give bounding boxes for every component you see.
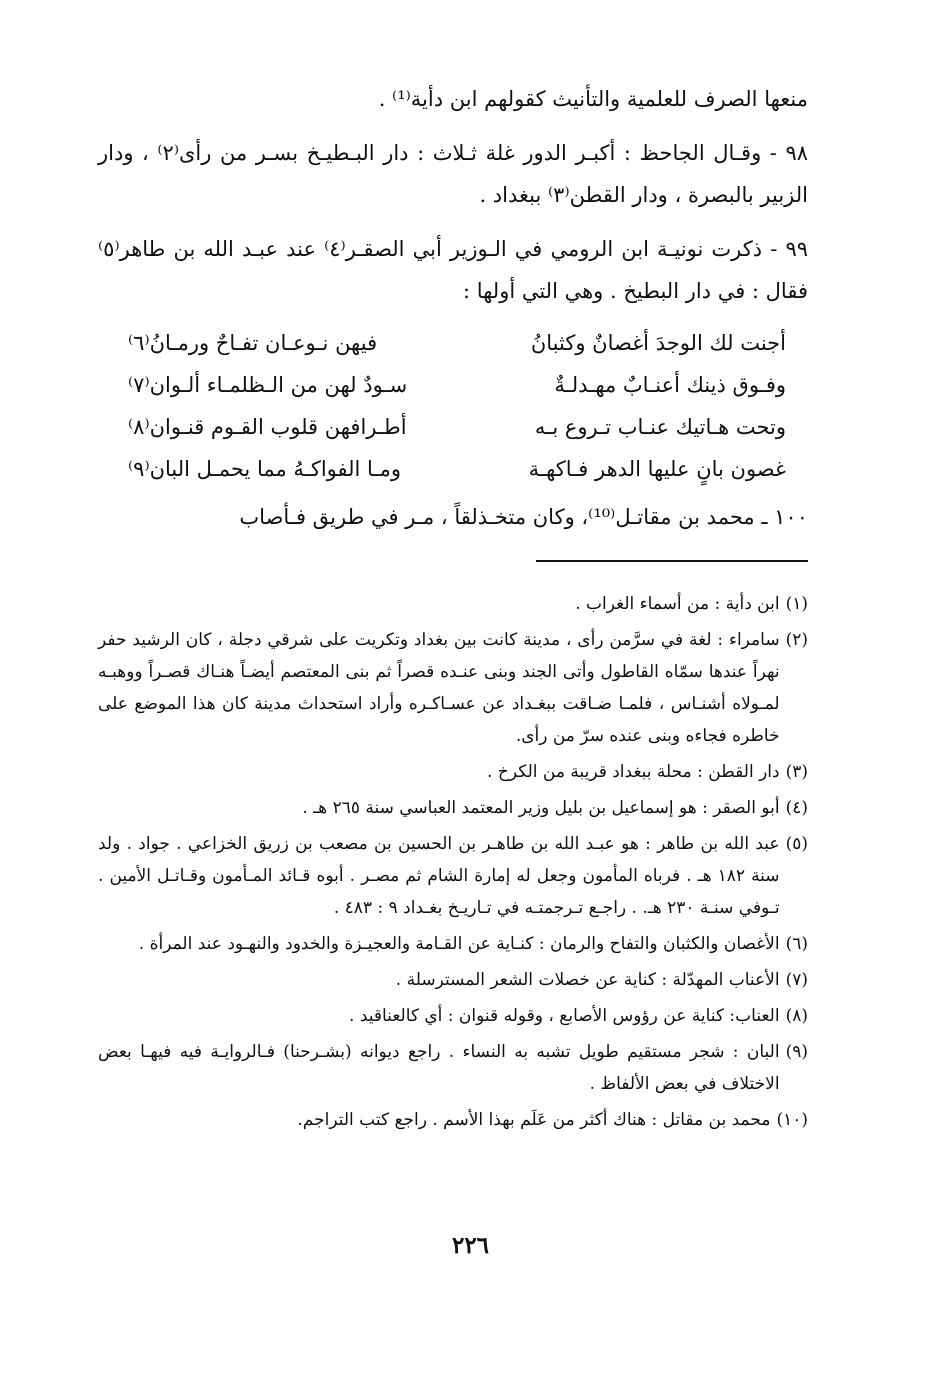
footnote (98, 1036, 808, 1100)
footnote-text: البان : شجر مستقيم طويل تشبه به النساء . راجع ديوانه (بشـرحنا) فـالروايـة فيه فيهـا بعض الاختلاف في بعض الألفاظ . (98, 1042, 780, 1094)
poem-hemistich-second: سـودٌ لهن من الـظلمـاء ألـوان⁽٧⁾ (128, 373, 408, 397)
footnote-number: (٧) (785, 970, 808, 990)
footnote-number: (٩) (785, 1042, 808, 1062)
footnote-text: الأغصان والكثبان والتفاح والرمان : كنـاية عن القـامة والعجيـزة والخدود والنهـود عند المرأة . (138, 934, 780, 954)
poem-hemistich-first: غصون بانٍ عليها الدهر فـاكهـة (528, 457, 786, 481)
footnote-text: عبد الله بن طاهر : هو عبـد الله بن طاهـر بن الحسين بن مصعب بن زريق الخزاعي . جواد . ولد سنة ١٨٢ هـ . فرباه المأمون وجعل له إمارة الشام ثم مصـر . أبوه قـائد المـأمون وقـاتـل الأمين . تـوفي سنـة ٢٣٠ هـ. . راجـع تـرجمتـه في تـاريـخ بغـداد ٩ : ٤٨٣ . (98, 834, 780, 918)
paragraph-99: ٩٩ - ذكرت نونيـة ابن الرومي في الـوزير أبي الصقـر⁽٤⁾ عند عبـد الله بن طاهر⁽٥⁾ فقال : في دار البطيخ . وهي التي أولها : (98, 237, 808, 303)
footnote-number: (٥) (785, 834, 808, 854)
footnote-separator (536, 560, 808, 562)
footnote (98, 928, 808, 960)
poem-hemistich-first: أجنت لك الوجدَ أغصانٌ وكثبانُ (530, 331, 786, 355)
footnote (98, 1000, 808, 1032)
footnote-number: (٤) (785, 798, 808, 818)
poem-hemistich-first: وفـوق ذينك أعنـابٌ مهـدلـةٌ (554, 373, 786, 397)
footnote-number: (١٠) (776, 1110, 808, 1130)
footnote (98, 624, 808, 752)
poem-line (128, 448, 786, 490)
footnote-text: العناب: كناية عن رؤوس الأصابع ، وقوله قنوان : أي كالعناقيد . (349, 1006, 780, 1026)
poem-hemistich-first: وتحت هـاتيك عنـاب تـروع بـه (534, 415, 786, 439)
page-number: ٢٢٦ (451, 1232, 490, 1259)
footnote-text: ابن دأية : من أسماء الغراب . (575, 594, 780, 614)
book-page (98, 78, 808, 1140)
footnote-text: سامراء : لغة في سرَّمن رأى ، مدينة كانت بين بغداد وتكريت على شرقي دجلة ، كان الرشيد حفر نهراً عندها سمّاه القاطول وأتى الجند وبنى عنـده قصراً ثم بنى المعتصم أيضـاً هنـاك قصـراً ووهبـه لمـولاه أشنـاس ، فلمـا ضـاقت ببغـداد عن عسـاكـره وأراد استحداث مدينة كان هذا الموضع على خاطره فجاءه وبنى عنده سرّ من رأى. (98, 630, 780, 746)
footnote-number: (٣) (785, 762, 808, 782)
poem-line (128, 406, 786, 448)
poem-hemistich-second: أطـرافهن قلوب القـوم قنـوان⁽٨⁾ (128, 415, 407, 439)
footnote-number: (١) (785, 594, 808, 614)
footnote-number: (٦) (785, 934, 808, 954)
footnote-number: (٨) (785, 1006, 808, 1026)
footnotes (98, 588, 808, 1136)
footnote (98, 964, 808, 996)
paragraph-98: ٩٨ - وقـال الجاحظ : أكبـر الدور غلة ثـلاث : دار البـطيـخ بسـر من رأى⁽٢⁾ ، ودار الزبير بالبصرة ، ودار القطن⁽٣⁾ ببغداد . (98, 141, 809, 207)
paragraph-intro: منعها الصرف للعلمية والتأنيث كقولهم ابن دأية⁽¹⁾ . (378, 87, 808, 111)
poem (98, 322, 808, 490)
poem-hemistich-second: فيهن نـوعـان تفـاحٌ ورمـانُ⁽٦⁾ (128, 331, 378, 355)
footnote-text: أبو الصقر : هو إسماعيل بن بليل وزير المعتمد العباسي سنة ٢٦٥ هـ . (302, 798, 780, 818)
footnote (98, 792, 808, 824)
footnote (98, 756, 808, 788)
poem-line (128, 322, 786, 364)
footnote-text: دار القطن : محلة ببغداد قريبة من الكرخ . (487, 762, 780, 782)
footnote-number: (٢) (785, 630, 808, 650)
footnote (98, 828, 808, 924)
paragraph-100: ١٠٠ ـ محمد بن مقاتـل⁽¹⁰⁾، وكان متخـذلقاً ، مـر في طريق فـأصاب (239, 505, 808, 529)
footnote (98, 1104, 808, 1136)
footnote (98, 588, 808, 620)
footnote-text: الأعناب المهدّلة : كناية عن خصلات الشعر المسترسلة . (395, 970, 780, 990)
poem-hemistich-second: ومـا الفواكـهُ مما يحمـل البان⁽٩⁾ (128, 457, 401, 481)
footnote-separator-wrap (98, 560, 808, 576)
poem-line (128, 364, 786, 406)
footnote-text: محمد بن مقاتل : هناك أكثر من عَلَم بهذا الأسم . راجع كتب التراجم. (297, 1110, 771, 1130)
